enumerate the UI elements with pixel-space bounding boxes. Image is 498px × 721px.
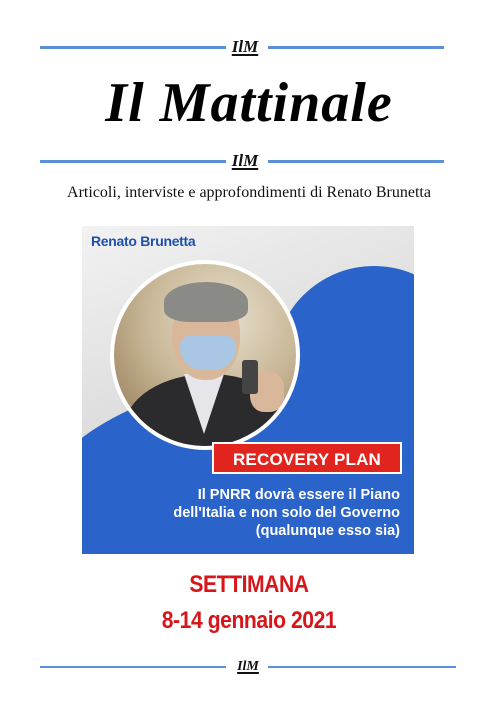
cover-headline-line-1: Il PNRR dovrà essere il Piano <box>197 487 400 503</box>
bottom-rule <box>0 657 498 677</box>
bottom-rule-right <box>268 666 456 668</box>
portrait-phone <box>242 360 258 394</box>
masthead-title: Il Mattinale <box>105 72 393 134</box>
issue-label: SETTIMANA <box>189 571 309 598</box>
bottom-rule-left <box>40 666 226 668</box>
top-rule-right <box>268 46 444 49</box>
middle-rule-right <box>268 160 444 163</box>
middle-rule-left <box>40 160 226 163</box>
bottom-logo-mark: IlM <box>237 659 259 674</box>
top-rule <box>0 37 498 57</box>
top-rule-left <box>40 46 226 49</box>
issue-date-range: 8-14 gennaio 2021 <box>161 607 337 634</box>
cover-image <box>82 226 414 554</box>
middle-rule <box>0 151 498 171</box>
cover-author-label: Renato Brunetta <box>91 233 196 249</box>
cover-headline-line-2: dell'Italia e non solo del Governo <box>173 505 400 521</box>
middle-logo-mark: IlM <box>231 151 259 170</box>
portrait-face-mask <box>180 336 236 370</box>
portrait-hair <box>164 282 248 322</box>
cover-headline-line-3: (qualunque esso sia) <box>255 523 400 539</box>
top-logo-mark: IlM <box>231 37 259 56</box>
author-portrait-image <box>114 264 296 446</box>
cover-headline <box>100 486 400 540</box>
recovery-plan-badge: RECOVERY PLAN <box>212 442 402 474</box>
masthead-subtitle: Articoli, interviste e approfondimenti di Renato Brunetta <box>67 184 431 201</box>
author-portrait <box>110 260 300 450</box>
